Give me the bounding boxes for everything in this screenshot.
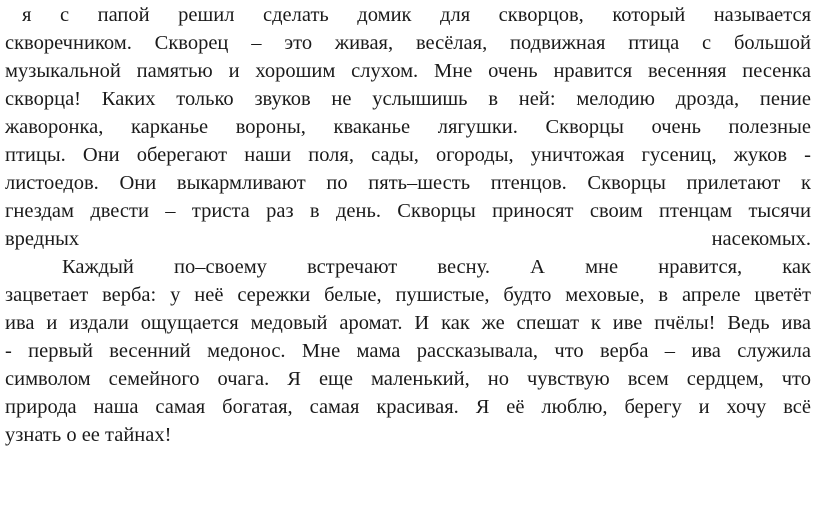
text-line: гнездам двести – триста раз в день. Скворцы приносят своим птенцам тысячи: [5, 200, 811, 222]
text-line: Каждый по–своему встречают весну. А мне нравится, как: [62, 256, 811, 278]
text-line: птицы. Они оберегают наши поля, сады, огороды, уничтожая гусениц, жуков -: [5, 144, 811, 166]
text-line: скворечником. Скворец – это живая, весёлая, подвижная птица с большой: [5, 32, 811, 54]
text-line: символом семейного очага. Я еще маленький, но чувствую всем сердцем, что: [5, 368, 811, 390]
text-line: узнать о ее тайнах!: [5, 424, 172, 446]
text-line: жаворонка, карканье вороны, кваканье лягушки. Скворцы очень полезные: [5, 116, 811, 138]
text-line: музыкальной памятью и хорошим слухом. Мне очень нравится весенняя песенка: [5, 60, 811, 82]
text-line: скворца! Каких только звуков не услышишь в ней: мелодию дрозда, пение: [5, 88, 811, 110]
text-line: природа наша самая богатая, самая красивая. Я её люблю, берегу и хочу всё: [5, 396, 811, 418]
text-line: - первый весенний медонос. Мне мама рассказывала, что верба – ива служила: [5, 340, 811, 362]
text-line: листоедов. Они выкармливают по пять–шесть птенцов. Скворцы прилетают к: [5, 172, 811, 194]
text-line: вредных насекомых.: [5, 228, 811, 250]
text-line: ива и издали ощущается медовый аромат. И как же спешат к иве пчёлы! Ведь ива: [5, 312, 811, 334]
text-line: зацветает верба: у неё сережки белые, пушистые, будто меховые, в апреле цветёт: [5, 284, 811, 306]
text-line: я с папой решил сделать домик для скворцов, который называется: [22, 4, 811, 26]
